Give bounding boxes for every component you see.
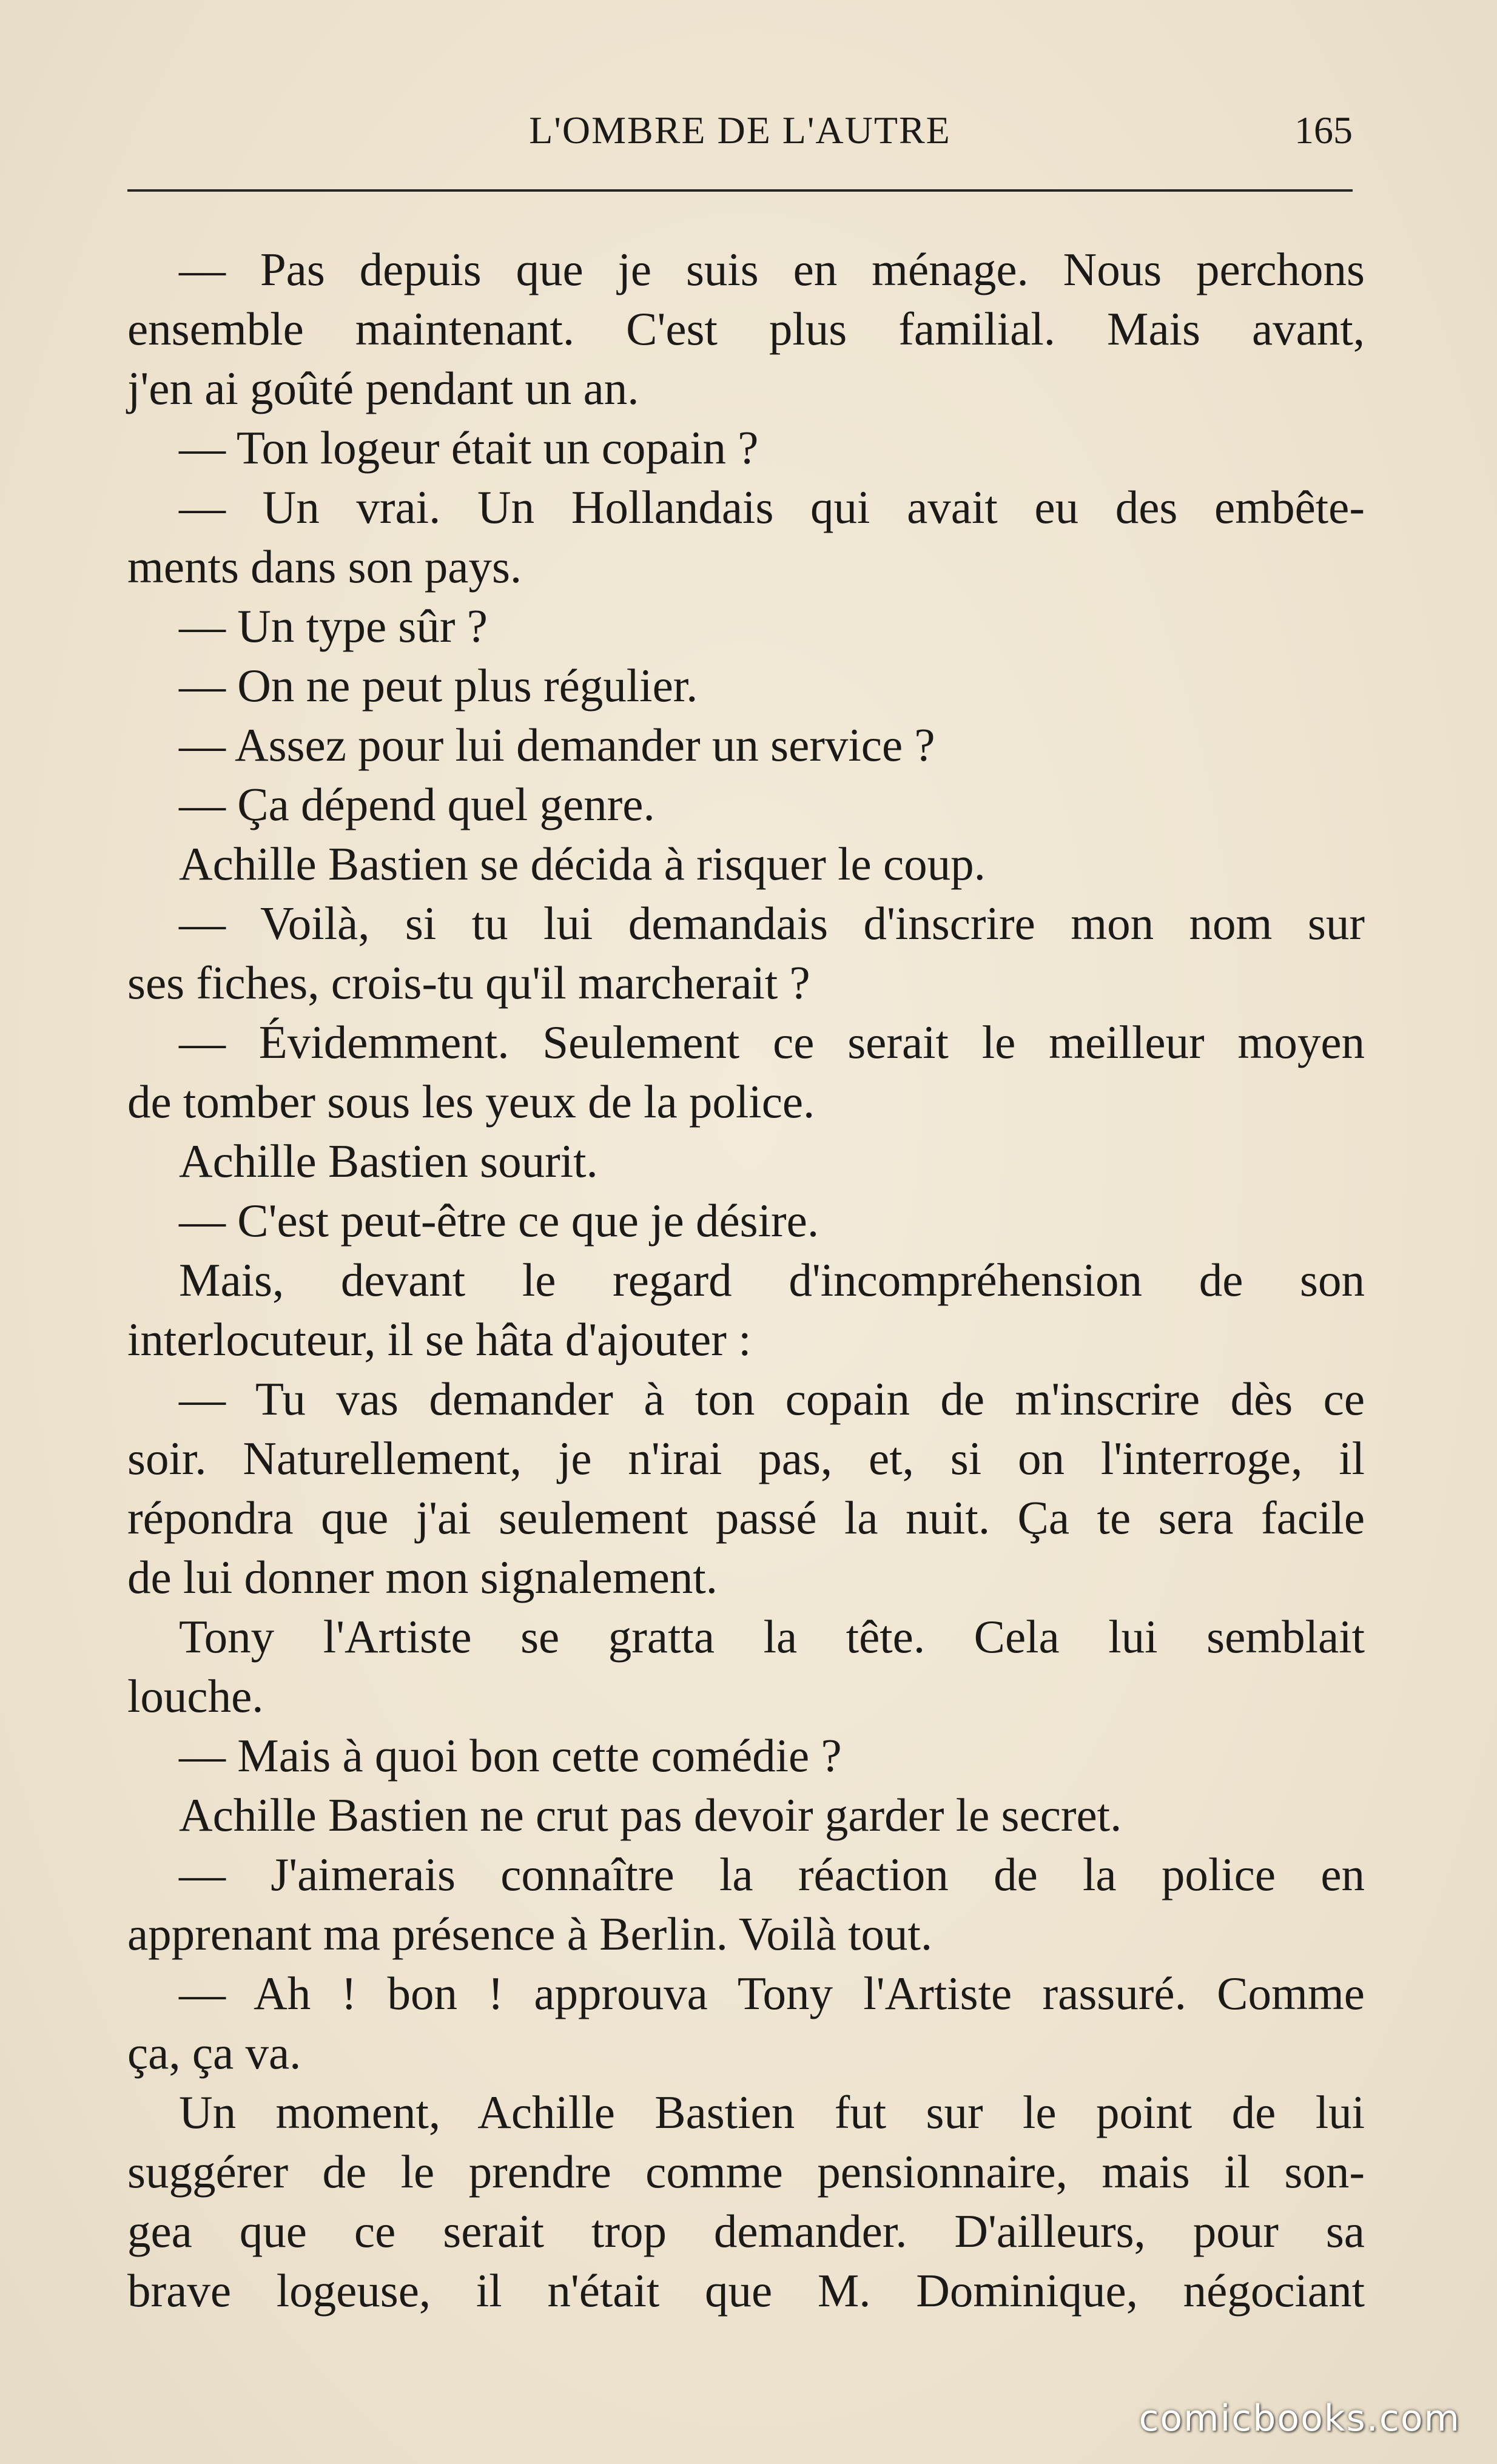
text-line: Mais, devant le regard d'incompréhension de son [179,1254,1365,1306]
text-line: — Assez pour lui demander un service ? [179,719,935,771]
text-line: — Évidemment. Seulement ce serait le meilleur moyen [179,1016,1365,1068]
text-line: louche. [127,1670,264,1722]
text-line: brave logeuse, il n'était que M. Dominique, négociant [127,2264,1365,2317]
text-line: Achille Bastien ne crut pas devoir garder le secret. [179,1789,1122,1841]
body-text [127,240,1365,2320]
text-line: — Ton logeur était un copain ? [179,422,759,474]
text-line: — C'est peut-être ce que je désire. [179,1194,819,1247]
text-line: — Voilà, si tu lui demandais d'inscrire mon nom sur [179,897,1365,949]
text-line: de lui donner mon signalement. [127,1551,718,1603]
text-line: Un moment, Achille Bastien fut sur le point de lui [179,2086,1365,2138]
text-line: ensemble maintenant. C'est plus familial. Mais avant, [127,303,1365,355]
text-line: Achille Bastien se décida à risquer le coup. [179,838,986,890]
text-line: — Un vrai. Un Hollandais qui avait eu des embête- [179,481,1365,533]
text-line: Tony l'Artiste se gratta la tête. Cela lui semblait [179,1611,1365,1663]
text-line: ça, ça va. [127,2027,301,2079]
text-line: soir. Naturellement, je n'irai pas, et, si on l'interroge, il [127,1432,1365,1484]
text-line: suggérer de le prendre comme pensionnaire, mais il son- [127,2146,1365,2198]
text-line: — Pas depuis que je suis en ménage. Nous perchons [179,243,1365,295]
text-line: apprenant ma présence à Berlin. Voilà tout. [127,1908,933,1960]
text-line: — Tu vas demander à ton copain de m'inscrire dès ce [179,1373,1365,1425]
text-line: répondra que j'ai seulement passé la nuit. Ça te sera facile [127,1492,1365,1544]
text-line: — J'aimerais connaître la réaction de la police en [179,1848,1365,1900]
page-number: 165 [1294,109,1353,152]
text-line: ses fiches, crois-tu qu'il marcherait ? [127,957,810,1009]
text-line: — Un type sûr ? [179,600,488,652]
text-line: — Ça dépend quel genre. [179,778,655,830]
running-title: L'OMBRE DE L'AUTRE [529,109,951,152]
page-header [127,108,1353,163]
text-line: de tomber sous les yeux de la police. [127,1075,815,1128]
text-line: — Ah ! bon ! approuva Tony l'Artiste rassuré. Comme [179,1967,1365,2019]
header-rule [127,189,1353,192]
text-line: gea que ce serait trop demander. D'ailleurs, pour sa [127,2205,1365,2257]
text-line: ments dans son pays. [127,540,522,593]
watermark: comicbooks.com [1139,2397,1461,2440]
text-line: j'en ai goûté pendant un an. [127,362,639,414]
text-line: — On ne peut plus régulier. [179,659,698,712]
text-line: interlocuteur, il se hâta d'ajouter : [127,1313,752,1365]
text-line: Achille Bastien sourit. [179,1135,598,1187]
text-line: — Mais à quoi bon cette comédie ? [179,1729,842,1782]
